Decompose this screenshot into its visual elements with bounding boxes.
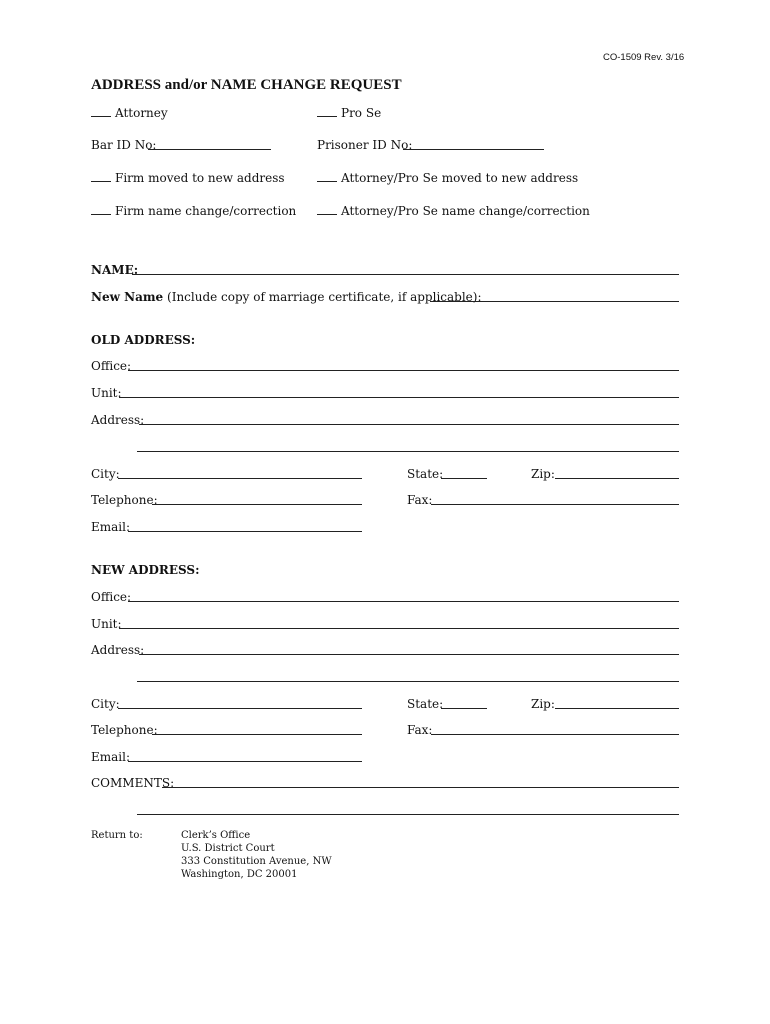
- new-city-field[interactable]: [118, 708, 362, 709]
- new-fax-label: Fax:: [407, 723, 433, 737]
- attorney-name-change-label: Attorney/Pro Se name change/correction: [341, 204, 590, 218]
- comments-label: COMMENTS:: [91, 776, 175, 790]
- new-address-label: Address:: [91, 643, 145, 657]
- name-label: NAME:: [91, 263, 139, 277]
- old-zip-label: Zip:: [531, 467, 555, 481]
- old-address-field-2[interactable]: [137, 451, 679, 452]
- return-line-2: U.S. District Court: [181, 843, 275, 854]
- old-office-label: Office:: [91, 359, 132, 373]
- old-office-field[interactable]: [128, 370, 679, 371]
- old-unit-field[interactable]: [119, 397, 679, 398]
- new-name-label: [91, 290, 482, 304]
- attorney-name-change-option[interactable]: [317, 204, 590, 218]
- attorney-moved-option[interactable]: [317, 171, 578, 185]
- firm-moved-label: Firm moved to new address: [115, 171, 285, 185]
- new-name-field[interactable]: [430, 301, 679, 302]
- new-address-heading: NEW ADDRESS:: [91, 563, 200, 577]
- firm-moved-check-blank[interactable]: [91, 171, 111, 182]
- pro-se-label: Pro Se: [341, 106, 382, 120]
- attorney-moved-label: Attorney/Pro Se moved to new address: [341, 171, 579, 185]
- new-state-label: State:: [407, 697, 444, 711]
- new-name-bold: New Name: [91, 290, 164, 304]
- new-office-field[interactable]: [128, 601, 679, 602]
- firm-name-change-option[interactable]: [91, 204, 296, 218]
- old-city-field[interactable]: [118, 478, 362, 479]
- return-line-4: Washington, DC 20001: [181, 869, 298, 880]
- attorney-label: Attorney: [115, 106, 168, 120]
- new-address-field-1[interactable]: [139, 654, 679, 655]
- new-unit-label: Unit:: [91, 617, 122, 631]
- firm-name-change-label: Firm name change/correction: [115, 204, 297, 218]
- old-address-field-1[interactable]: [139, 424, 679, 425]
- old-fax-field[interactable]: [431, 504, 679, 505]
- new-unit-field[interactable]: [119, 628, 679, 629]
- new-email-label: Email:: [91, 750, 131, 764]
- old-email-field[interactable]: [128, 531, 362, 532]
- firm-name-change-check-blank[interactable]: [91, 204, 111, 215]
- old-telephone-field[interactable]: [152, 504, 362, 505]
- bar-id-label: Bar ID No:: [91, 138, 157, 152]
- prisoner-id-field[interactable]: [403, 149, 544, 150]
- new-telephone-field[interactable]: [152, 734, 362, 735]
- new-city-label: City:: [91, 697, 120, 711]
- attorney-moved-check-blank[interactable]: [317, 171, 337, 182]
- old-telephone-label: Telephone:: [91, 493, 158, 507]
- old-address-heading: OLD ADDRESS:: [91, 333, 196, 347]
- new-address-field-2[interactable]: [137, 681, 679, 682]
- old-state-field[interactable]: [441, 478, 487, 479]
- attorney-check-blank[interactable]: [91, 106, 111, 117]
- attorney-option[interactable]: [91, 106, 168, 120]
- old-address-label: Address:: [91, 413, 145, 427]
- return-line-3: 333 Constitution Avenue, NW: [181, 856, 332, 867]
- new-fax-field[interactable]: [431, 734, 679, 735]
- new-zip-field[interactable]: [555, 708, 679, 709]
- old-city-label: City:: [91, 467, 120, 481]
- form-code: CO-1509 Rev. 3/16: [603, 52, 685, 63]
- new-name-note: (Include copy of marriage certificate, if applicable):: [167, 290, 482, 304]
- return-to-label: Return to:: [91, 830, 143, 841]
- new-office-label: Office:: [91, 590, 132, 604]
- return-line-1: Clerk’s Office: [181, 830, 251, 841]
- prisoner-id-label: Prisoner ID No:: [317, 138, 413, 152]
- old-fax-label: Fax:: [407, 493, 433, 507]
- pro-se-option[interactable]: [317, 106, 381, 120]
- old-state-label: State:: [407, 467, 444, 481]
- attorney-name-change-check-blank[interactable]: [317, 204, 337, 215]
- new-state-field[interactable]: [441, 708, 487, 709]
- old-unit-label: Unit:: [91, 386, 122, 400]
- old-email-label: Email:: [91, 520, 131, 534]
- new-zip-label: Zip:: [531, 697, 555, 711]
- new-telephone-label: Telephone:: [91, 723, 158, 737]
- name-field[interactable]: [132, 274, 679, 275]
- bar-id-field[interactable]: [148, 149, 271, 150]
- pro-se-check-blank[interactable]: [317, 106, 337, 117]
- comments-field-2[interactable]: [137, 814, 679, 815]
- comments-field-1[interactable]: [162, 787, 679, 788]
- new-email-field[interactable]: [128, 761, 362, 762]
- form-title: ADDRESS and/or NAME CHANGE REQUEST: [91, 77, 402, 93]
- old-zip-field[interactable]: [555, 478, 679, 479]
- firm-moved-option[interactable]: [91, 171, 285, 185]
